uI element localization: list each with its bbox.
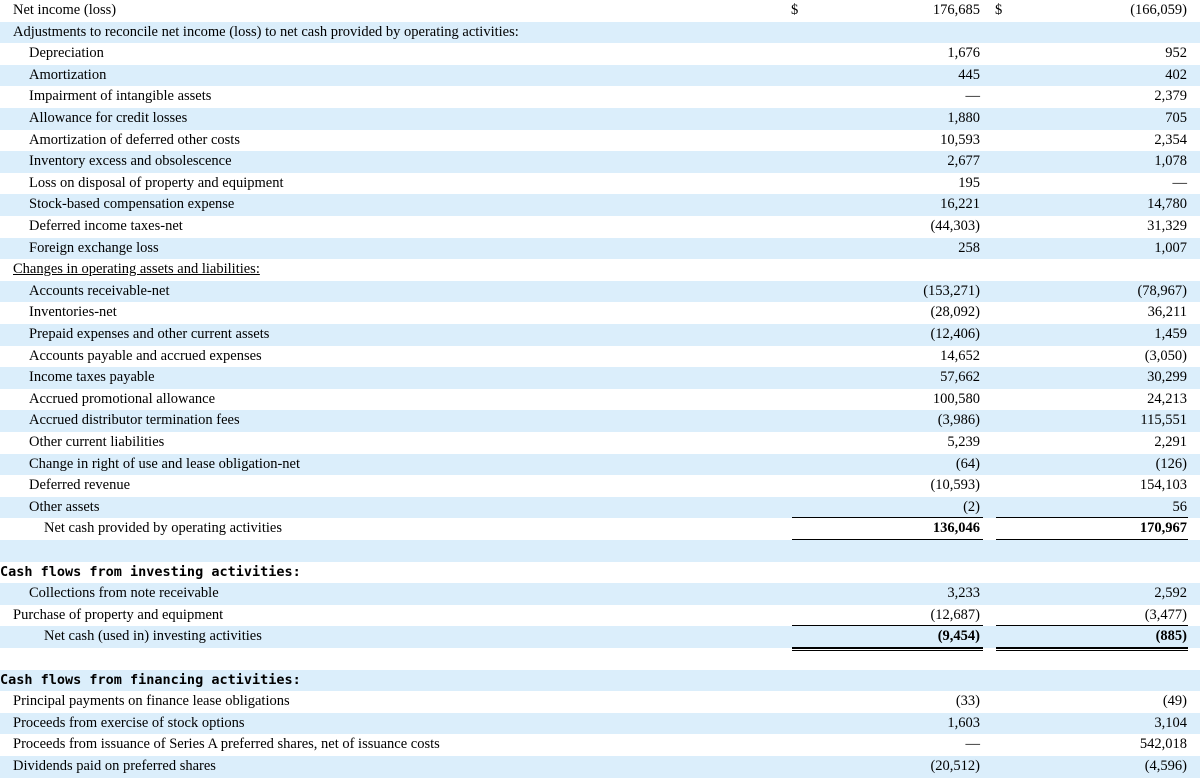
value-current-year: (10,593) bbox=[930, 477, 980, 494]
value-prior-year: — bbox=[1172, 174, 1187, 191]
value-current-year: 100,580 bbox=[932, 390, 980, 407]
row-label: Other current liabilities bbox=[29, 434, 165, 450]
row-label: Amortization bbox=[29, 66, 107, 83]
value-current-year: 258 bbox=[958, 239, 980, 256]
value-current-year: (3,986) bbox=[937, 412, 980, 429]
table-row bbox=[0, 302, 1200, 324]
table-row bbox=[0, 216, 1200, 238]
value-prior-year: 115,551 bbox=[1140, 412, 1187, 429]
table-row bbox=[0, 648, 1200, 670]
total-row bbox=[0, 518, 1200, 540]
table-row bbox=[0, 367, 1200, 389]
row-label: Depreciation bbox=[29, 45, 104, 62]
table-row bbox=[0, 22, 1200, 44]
table-row bbox=[0, 583, 1200, 605]
value-current-year: 14,652 bbox=[940, 347, 980, 364]
value-prior-year: (49) bbox=[1162, 693, 1187, 710]
row-label: Accounts payable and accrued expenses bbox=[29, 347, 262, 364]
row-label: Cash flows from investing activities: bbox=[0, 563, 301, 580]
table-row bbox=[0, 43, 1200, 65]
value-current-year: 195 bbox=[958, 174, 980, 191]
row-label: Inventories-net bbox=[29, 304, 117, 321]
row-label: Allowance for credit losses bbox=[29, 110, 188, 126]
table-row bbox=[0, 540, 1200, 562]
row-label: Cash flows from financing activities: bbox=[0, 671, 301, 688]
row-label: Foreign exchange loss bbox=[29, 239, 159, 256]
total-rule-top bbox=[996, 517, 1188, 518]
table-row bbox=[0, 346, 1200, 368]
row-label: Changes in operating assets and liabilities: bbox=[13, 261, 260, 278]
table-row bbox=[0, 410, 1200, 432]
value-current-year: 1,676 bbox=[947, 45, 980, 62]
table-row bbox=[0, 713, 1200, 735]
value-current-year: 3,233 bbox=[947, 585, 980, 602]
value-prior-year: 2,592 bbox=[1154, 585, 1187, 602]
value-prior-year: 705 bbox=[1165, 110, 1187, 126]
value-current-year: (2) bbox=[963, 498, 980, 515]
value-prior-year: 30,299 bbox=[1147, 369, 1187, 386]
value-prior-year: 14,780 bbox=[1147, 196, 1187, 213]
value-prior-year: 170,967 bbox=[1139, 520, 1187, 537]
value-current-year: — bbox=[965, 88, 980, 105]
value-prior-year: 952 bbox=[1165, 45, 1187, 62]
value-prior-year: 36,211 bbox=[1147, 304, 1187, 321]
table-row bbox=[0, 259, 1200, 281]
value-prior-year: 402 bbox=[1165, 66, 1187, 83]
row-label: Dividends paid on preferred shares bbox=[13, 758, 216, 774]
total-rule-top bbox=[996, 625, 1188, 626]
value-prior-year: 2,379 bbox=[1154, 88, 1187, 105]
table-row bbox=[0, 605, 1200, 627]
row-label: Accounts receivable-net bbox=[29, 282, 170, 299]
table-row bbox=[0, 194, 1200, 216]
table-row bbox=[0, 756, 1200, 778]
total-row bbox=[0, 626, 1200, 648]
table-row bbox=[0, 475, 1200, 497]
table-row bbox=[0, 130, 1200, 152]
value-prior-year: 1,007 bbox=[1154, 239, 1187, 256]
value-prior-year: 31,329 bbox=[1147, 218, 1187, 234]
value-current-year: 10,593 bbox=[940, 131, 980, 148]
table-row bbox=[0, 454, 1200, 476]
table-row bbox=[0, 86, 1200, 108]
row-label: Amortization of deferred other costs bbox=[29, 131, 240, 148]
row-label: Purchase of property and equipment bbox=[13, 606, 224, 623]
value-prior-year: (4,596) bbox=[1144, 758, 1187, 774]
value-prior-year: 3,104 bbox=[1154, 714, 1187, 731]
value-current-year: 2,677 bbox=[947, 153, 980, 170]
value-current-year: 5,239 bbox=[947, 434, 980, 450]
value-current-year: (20,512) bbox=[930, 758, 980, 774]
value-prior-year: 1,459 bbox=[1154, 326, 1187, 342]
row-label: Net income (loss) bbox=[13, 2, 117, 18]
value-prior-year: 1,078 bbox=[1154, 153, 1187, 170]
row-label: Other assets bbox=[29, 498, 100, 515]
row-label: Proceeds from exercise of stock options bbox=[13, 714, 245, 731]
value-prior-year: 2,354 bbox=[1154, 131, 1187, 148]
table-row bbox=[0, 65, 1200, 87]
value-prior-year: (166,059) bbox=[1130, 2, 1187, 18]
value-current-year: (12,687) bbox=[930, 606, 980, 623]
row-label: Net cash (used in) investing activities bbox=[44, 628, 262, 645]
currency-symbol: $ bbox=[791, 2, 799, 18]
table-row bbox=[0, 0, 1200, 22]
table-row bbox=[0, 173, 1200, 195]
row-label: Adjustments to reconcile net income (loss) to net cash provided by operating activities: bbox=[13, 23, 519, 40]
table-row bbox=[0, 432, 1200, 454]
row-label: Collections from note receivable bbox=[29, 585, 219, 602]
currency-symbol: $ bbox=[995, 2, 1003, 18]
table-row bbox=[0, 108, 1200, 130]
table-row bbox=[0, 691, 1200, 713]
value-current-year: 136,046 bbox=[932, 520, 980, 537]
section-header-row bbox=[0, 562, 1200, 584]
row-label: Income taxes payable bbox=[29, 369, 155, 386]
section-header-row bbox=[0, 670, 1200, 692]
value-prior-year: (78,967) bbox=[1137, 282, 1187, 299]
table-row bbox=[0, 238, 1200, 260]
row-label: Proceeds from issuance of Series A preferred shares, net of issuance costs bbox=[13, 736, 440, 753]
value-prior-year: 56 bbox=[1172, 498, 1187, 515]
row-label: Net cash provided by operating activities bbox=[44, 520, 282, 537]
value-current-year: (153,271) bbox=[923, 282, 980, 299]
row-label: Inventory excess and obsolescence bbox=[29, 153, 232, 170]
value-current-year: 57,662 bbox=[940, 369, 980, 386]
value-prior-year: (3,050) bbox=[1144, 347, 1187, 364]
value-current-year: 1,880 bbox=[947, 110, 980, 126]
value-current-year: 16,221 bbox=[940, 196, 980, 213]
row-label: Prepaid expenses and other current assets bbox=[29, 326, 270, 342]
table-row bbox=[0, 324, 1200, 346]
table-row bbox=[0, 734, 1200, 756]
value-current-year: (44,303) bbox=[930, 218, 980, 234]
value-prior-year: 154,103 bbox=[1139, 477, 1187, 494]
table-row bbox=[0, 389, 1200, 411]
value-current-year: 1,603 bbox=[947, 714, 980, 731]
row-label: Stock-based compensation expense bbox=[29, 196, 235, 213]
table-row bbox=[0, 497, 1200, 519]
total-rule-top bbox=[792, 625, 983, 626]
value-current-year: (64) bbox=[955, 455, 980, 472]
value-current-year: (9,454) bbox=[937, 628, 980, 645]
value-prior-year: (885) bbox=[1155, 628, 1187, 645]
row-label: Deferred income taxes-net bbox=[29, 218, 183, 234]
row-label: Accrued distributor termination fees bbox=[29, 412, 240, 429]
row-label: Loss on disposal of property and equipment bbox=[29, 174, 284, 191]
table-row bbox=[0, 151, 1200, 173]
value-prior-year: 542,018 bbox=[1139, 736, 1187, 753]
total-rule-top bbox=[792, 517, 983, 518]
value-prior-year: 24,213 bbox=[1147, 390, 1187, 407]
value-current-year: (28,092) bbox=[930, 304, 980, 321]
row-label: Accrued promotional allowance bbox=[29, 390, 216, 407]
row-label: Deferred revenue bbox=[29, 477, 131, 494]
value-current-year: — bbox=[965, 736, 980, 753]
value-prior-year: (3,477) bbox=[1144, 606, 1187, 623]
row-label: Impairment of intangible assets bbox=[29, 88, 212, 105]
value-prior-year: 2,291 bbox=[1154, 434, 1187, 450]
value-current-year: 445 bbox=[958, 66, 980, 83]
row-label: Change in right of use and lease obligation-net bbox=[29, 455, 300, 472]
row-label: Principal payments on finance lease obligations bbox=[13, 693, 290, 710]
table-row bbox=[0, 281, 1200, 303]
value-current-year: 176,685 bbox=[932, 2, 980, 18]
value-current-year: (33) bbox=[955, 693, 980, 710]
value-current-year: (12,406) bbox=[930, 326, 980, 342]
value-prior-year: (126) bbox=[1155, 455, 1187, 472]
